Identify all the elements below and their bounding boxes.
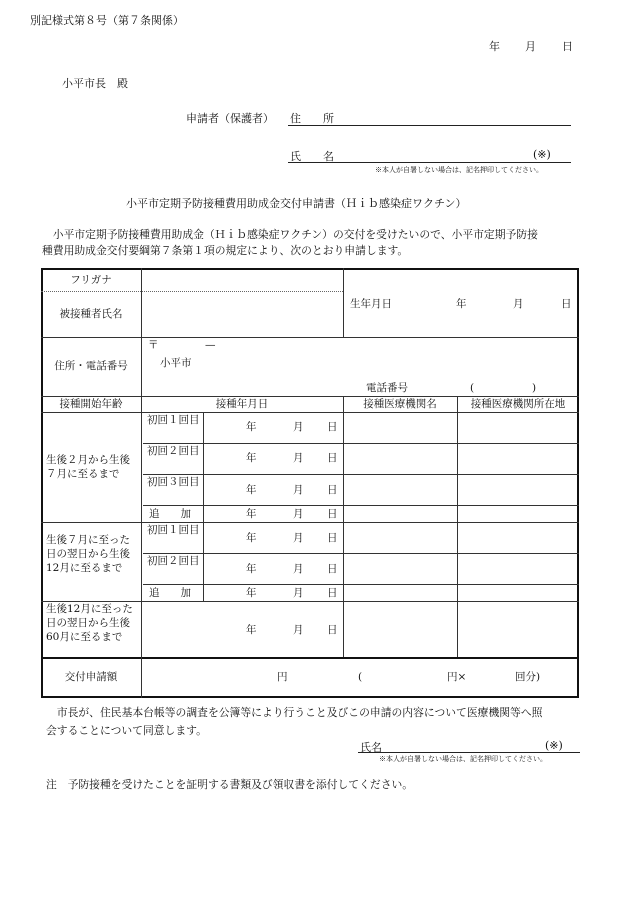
- consent-line-1: 市長が、住民基本台帳等の調査を公簿等により行うこと及びこの申請の内容について医療機関等へ照: [46, 706, 543, 719]
- consent-seal-mark: (※): [545, 739, 563, 752]
- city-name: 小平市: [160, 357, 192, 369]
- birth-month-label: 月: [513, 298, 524, 310]
- form-number: 別記様式第８号（第７条関係）: [30, 14, 184, 27]
- dose-year: 年: [246, 624, 257, 636]
- dose-year: 年: [246, 484, 257, 496]
- dose-month: 月: [293, 563, 304, 575]
- date-day-label: 日: [562, 40, 573, 53]
- amount-open: (: [358, 671, 363, 683]
- dose-day: 日: [327, 508, 338, 520]
- phone-close: ): [532, 382, 537, 394]
- amount-times: 回分): [515, 671, 541, 683]
- dose-day: 日: [327, 452, 338, 464]
- consent-line-2: 会することについて同意します。: [46, 724, 207, 737]
- footnote: 注 予防接種を受けたことを証明する書類及び領収書を添付してください。: [46, 778, 414, 791]
- amount-yen: 円: [277, 671, 288, 683]
- applicant-address-label: 住 所: [290, 112, 334, 125]
- consent-note: ※本人が自署しない場合は、記名押印してください。: [379, 755, 547, 763]
- addressee: 小平市長 殿: [62, 77, 128, 90]
- applicant-seal-mark: (※): [533, 148, 551, 161]
- patient-name-field[interactable]: [143, 293, 341, 335]
- applicant-address-field[interactable]: [288, 125, 571, 126]
- patient-name-label: 被接種者氏名: [59, 308, 123, 320]
- dose-label: 追 加: [149, 587, 191, 599]
- dose-day: 日: [327, 587, 338, 599]
- col-age-header: 接種開始年齢: [59, 398, 123, 410]
- applicant-name-label: 氏 名: [290, 150, 334, 163]
- birth-year-label: 年: [456, 298, 467, 310]
- age-group-1: 生後２月から生後７月に至るまで: [46, 454, 130, 480]
- dose-year: 年: [246, 452, 257, 464]
- dose-year: 年: [246, 421, 257, 433]
- dose-label: 追 加: [149, 508, 191, 520]
- dose-month: 月: [293, 508, 304, 520]
- intro-line-1: 小平市定期予防接種費用助成金（Ｈｉｂ感染症ワクチン）の交付を受けたいので、小平市定期予防接: [42, 228, 538, 241]
- consent-name-label: 氏名: [360, 741, 382, 754]
- dose-year: 年: [246, 532, 257, 544]
- dose-year: 年: [246, 563, 257, 575]
- date-year-label: 年: [489, 40, 500, 53]
- amount-yen-times: 円×: [447, 671, 467, 683]
- dose-label: 初回１回目: [147, 524, 200, 536]
- applicant-name-field[interactable]: [288, 162, 571, 163]
- furigana-field[interactable]: [143, 270, 341, 290]
- dose-label: 初回２回目: [147, 445, 200, 457]
- applicant-note: ※本人が自署しない場合は、記名押印してください。: [375, 166, 543, 174]
- intro-line-2: 種費用助成金交付要綱第７条第１項の規定により、次のとおり申請します。: [42, 244, 409, 257]
- consent-name-field[interactable]: [358, 752, 580, 753]
- dose-label: 初回３回目: [147, 476, 200, 488]
- dose-month: 月: [293, 484, 304, 496]
- col-clinic-header: 接種医療機関名: [363, 398, 437, 410]
- dose-day: 日: [327, 563, 338, 575]
- col-date-header: 接種年月日: [215, 398, 269, 410]
- dose-label: 初回１回目: [147, 414, 200, 426]
- dose-month: 月: [293, 587, 304, 599]
- dose-month: 月: [293, 532, 304, 544]
- dose-month: 月: [293, 421, 304, 433]
- amount-label: 交付申請額: [64, 671, 118, 683]
- dose-label: 初回２回目: [147, 555, 200, 567]
- birth-day-label: 日: [561, 298, 572, 310]
- dose-month: 月: [293, 624, 304, 636]
- col-location-header: 接種医療機関所在地: [470, 398, 566, 410]
- dose-day: 日: [327, 532, 338, 544]
- age-group-2: 生後７月に至った日の翌日から生後12月に至るまで: [46, 534, 130, 574]
- address-phone-label: 住所・電話番号: [54, 360, 128, 372]
- furigana-label: フリガナ: [70, 274, 112, 286]
- postal-mark: 〒: [148, 339, 159, 351]
- date-month-label: 月: [525, 40, 536, 53]
- phone-label: 電話番号: [366, 382, 408, 394]
- dose-year: 年: [246, 587, 257, 599]
- phone-open: (: [470, 382, 475, 394]
- birth-date-label: 生年月日: [350, 298, 392, 310]
- age-group-3: 生後12月に至った日の翌日から生後60月に至るまで: [46, 603, 133, 643]
- dose-day: 日: [327, 421, 338, 433]
- dose-year: 年: [246, 508, 257, 520]
- page-title: 小平市定期予防接種費用助成金交付申請書（Ｈｉｂ感染症ワクチン）: [126, 197, 467, 210]
- postal-dash: —: [205, 339, 216, 351]
- dose-day: 日: [327, 484, 338, 496]
- applicant-label: 申請者（保護者）: [186, 112, 274, 125]
- dose-month: 月: [293, 452, 304, 464]
- dose-day: 日: [327, 624, 338, 636]
